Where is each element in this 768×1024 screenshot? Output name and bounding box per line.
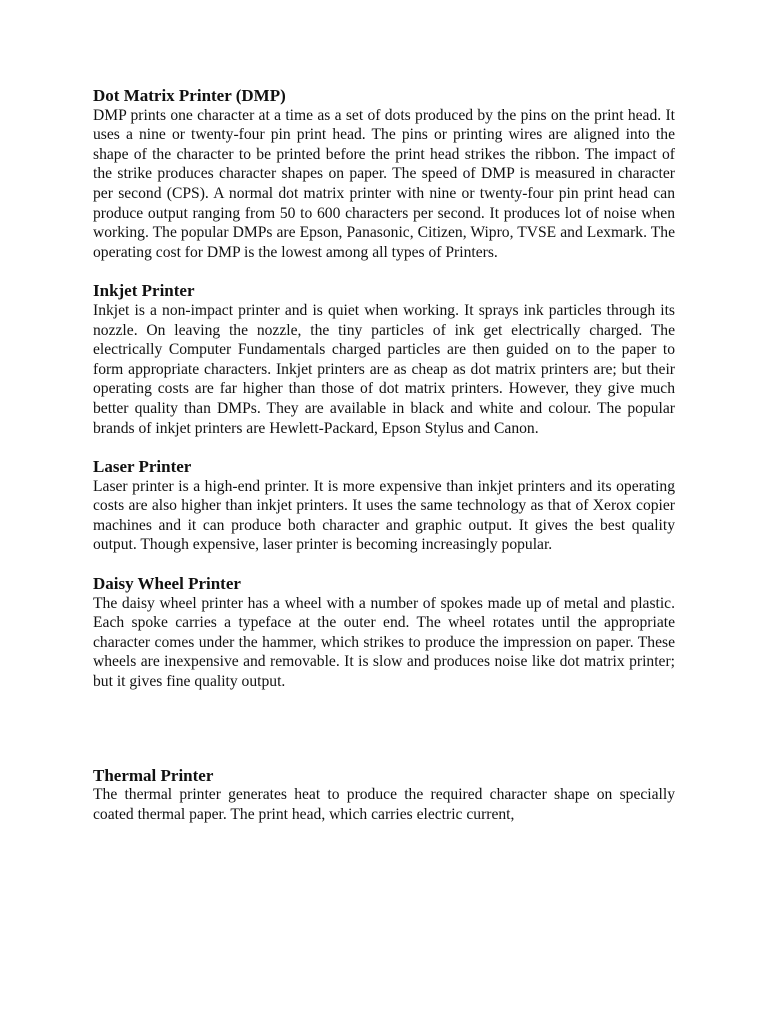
section-heading: Dot Matrix Printer (DMP) (93, 86, 286, 105)
section-dot-matrix-printer (93, 86, 675, 262)
section-laser-printer (93, 457, 675, 555)
section-body: Laser printer is a high-end printer. It is more expensive than inkjet printers and its operating costs are also higher than inkjet printers. It uses the same technology as that of Xerox copier machines and it can produce both character and graphic output. It gives the best quality output. Though expensive, laser printer is becoming increasingly popular. (93, 477, 675, 554)
section-body: DMP prints one character at a time as a set of dots produced by the pins on the print head. It uses a nine or twenty-four pin print head. The pins or printing wires are aligned into the shape of the character to be printed before the print head strikes the ribbon. The impact of the strike produces character shapes on paper. The speed of DMP is measured in character per second (CPS). A normal dot matrix printer with nine or twenty-four pin print head can produce output ranging from 50 to 600 characters per second. It produces lot of noise when working. The popular DMPs are Epson, Panasonic, Citizen, Wipro, TVSE and Lexmark. The operating cost for DMP is the lowest among all types of Printers. (93, 106, 675, 261)
section-heading: Thermal Printer (93, 765, 214, 785)
section-heading: Inkjet Printer (93, 281, 195, 301)
document-page (93, 86, 675, 824)
section-body: The thermal printer generates heat to produce the required character shape on specially coated thermal paper. The print head, which carries electric current, (93, 786, 675, 823)
section-daisy-wheel-printer (93, 574, 675, 692)
section-body: The daisy wheel printer has a wheel with a number of spokes made up of metal and plastic. Each spoke carries a typeface at the outer end. The wheel rotates until the appropriate character comes under the hammer, which strikes to produce the impression on paper. These wheels are inexpensive and removable. It is slow and produces noise like dot matrix printer; but it gives fine quality output. (93, 594, 675, 691)
section-thermal-printer (93, 766, 675, 825)
section-heading: Daisy Wheel Printer (93, 574, 241, 594)
section-body: Inkjet is a non-impact printer and is quiet when working. It sprays ink particles through its nozzle. On leaving the nozzle, the tiny particles of ink get electrically charged. The electrically Computer Fundamentals charged particles are then guided on to the paper to form appropriate characters. Inkjet printers are as cheap as dot matrix printers are; but their operating costs are far higher than those of dot matrix printers. However, they give much better quality than DMPs. They are available in black and white and colour. The popular brands of inkjet printers are Hewlett-Packard, Epson Stylus and Canon. (93, 301, 675, 437)
section-heading: Laser Printer (93, 457, 192, 477)
section-inkjet-printer (93, 281, 675, 438)
